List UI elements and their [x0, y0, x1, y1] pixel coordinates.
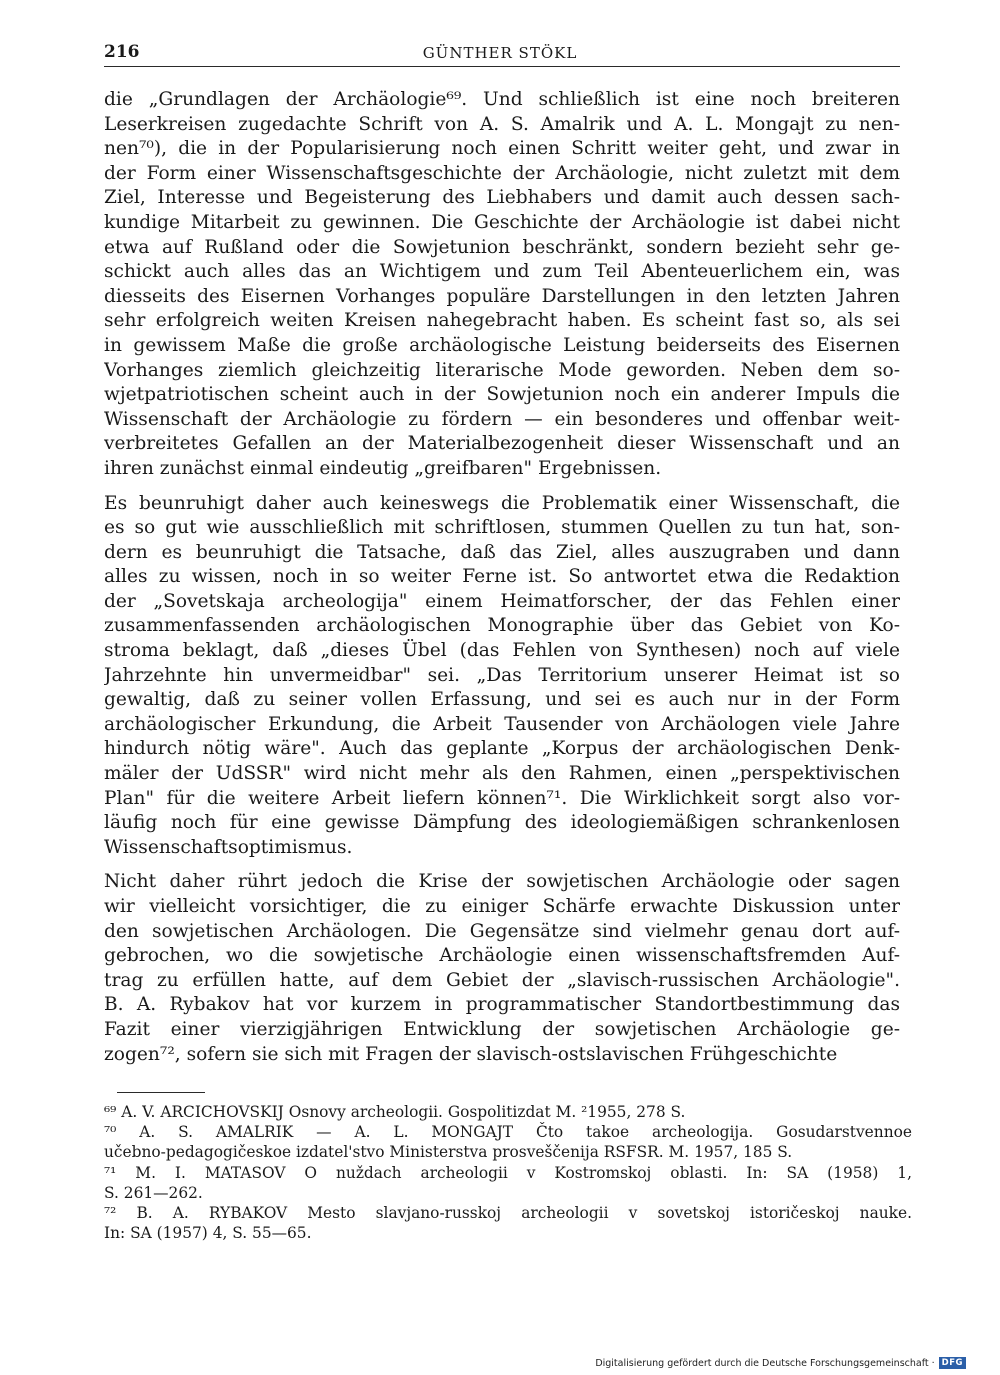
footnote-line: učebno-pedagogičeskoe izdatel'stvo Ministerstva prosveščenija RSFSR. M. 1957, 185 S. [104, 1143, 793, 1162]
footnote-line: S. 261—262. [104, 1183, 203, 1202]
text-line: läufig noch für eine gewisse Dämpfung des ideologiemäßigen schrankenlosen [104, 812, 900, 834]
text-line: Wissenschaftsoptimismus. [104, 836, 353, 858]
text-line: mäler der UdSSR" wird nicht mehr als den Rahmen, einen „perspektivischen [104, 763, 900, 785]
text-line: wjetpatriotischen scheint auch in der Sowjetunion noch ein anderer Impuls die [104, 384, 900, 406]
footnote-line: In: SA (1957) 4, S. 55—65. [104, 1224, 312, 1243]
text-line: hindurch nötig wäre". Auch das geplante „Korpus der archäologischen Denk- [104, 738, 900, 760]
footnote-line: ⁷⁰ A. S. AMALRIK — A. L. MONGAJT Čto takoe archeologija. Gosudarstvennoe [104, 1123, 912, 1142]
text-line: etwa auf Rußland oder die Sowjetunion beschränkt, sondern bezieht sehr ge- [104, 236, 900, 258]
text-line: Es beunruhigt daher auch keineswegs die Problematik einer Wissenschaft, die [104, 492, 900, 514]
text-line: gebrochen, wo die sowjetische Archäologie einen wissenschaftsfremden Auf- [104, 945, 900, 967]
footnote-line: ⁶⁹ A. V. ARCICHOVSKIJ Osnovy archeologii. Gospolitizdat M. ²1955, 278 S. [104, 1103, 686, 1121]
paragraph [104, 492, 900, 861]
text-line: den sowjetischen Archäologen. Die Gegensätze sind vielmehr genau dort auf- [104, 920, 900, 942]
text-line: schickt auch alles das an Wichtigem und zum Teil Abenteuerlichem ein, was [104, 261, 900, 283]
text-line: verbreitetes Gefallen an der Materialbezogenheit dieser Wissenschaft und an [104, 433, 900, 455]
dfg-logo-icon: DFG [939, 1357, 966, 1369]
text-line: trag zu erfüllen hatte, auf dem Gebiet der „slavisch-russischen Archäologie". [104, 969, 900, 991]
text-line: Plan" für die weitere Arbeit liefern können⁷¹. Die Wirklichkeit sorgt also vor- [104, 787, 900, 809]
text-line: es so gut wie ausschließlich mit schriftlosen, stummen Quellen zu tun hat, son- [104, 517, 900, 539]
text-line: kundige Mitarbeit zu gewinnen. Die Geschichte der Archäologie ist dabei nicht [104, 211, 900, 233]
text-line: sehr erfolgreich weiten Kreisen nahegebracht haben. Es scheint fast so, als sei [104, 310, 900, 332]
text-line: diesseits des Eisernen Vorhanges populäre Darstellungen in den letzten Jahren [104, 285, 900, 307]
text-line: der Form einer Wissenschaftsgeschichte der Archäologie, nicht zuletzt mit dem [104, 162, 900, 184]
text-line: ihren zunächst einmal eindeutig „greifbaren" Ergebnissen. [104, 457, 662, 479]
digitization-credit [595, 1357, 966, 1369]
text-line: Leserkreisen zugedachte Schrift von A. S. Amalrik und A. L. Mongajt zu nen- [104, 113, 900, 135]
text-line: stroma beklagt, daß „dieses Übel (das Fehlen von Synthesen) noch auf viele [104, 640, 900, 662]
text-line: gewaltig, daß zu seiner vollen Erfassung, und sei es auch nur in der Form [104, 689, 900, 711]
text-line: zogen⁷², sofern sie sich mit Fragen der slavisch-ostslavischen Frühgeschichte [104, 1043, 838, 1065]
text-line: Jahrzehnte hin unvermeidbar" sei. „Das Territorium unserer Heimat ist so [104, 664, 900, 686]
text-line: alles zu wissen, noch in so weiter Ferne ist. So antwortet etwa die Redaktion [104, 566, 900, 588]
text-line: archäologischer Erkundung, die Arbeit Tausender von Archäologen viele Jahre [104, 713, 900, 735]
body-text [104, 88, 900, 1067]
text-line: Fazit einer vierzigjährigen Entwicklung der sowjetischen Archäologie ge- [104, 1018, 900, 1040]
footnotes [104, 1102, 912, 1243]
header-rule [104, 66, 900, 67]
text-line: die „Grundlagen der Archäologie⁶⁹. Und schließlich ist eine noch breiteren [104, 89, 900, 110]
paragraph [104, 870, 900, 1067]
text-line: Ziel, Interesse und Begeisterung des Liebhabers und damit auch dessen sach- [104, 187, 900, 209]
text-line: Wissenschaft der Archäologie zu fördern — ein besonderes und offenbar weit- [104, 408, 900, 430]
text-line: wir vielleicht vorsichtiger, die zu einiger Schärfe erwachte Diskussion unter [104, 896, 900, 917]
footnote-line: ⁷² B. A. RYBAKOV Mesto slavjano-russkoj archeologii v sovetskoj istoričeskoj nauke. [104, 1203, 912, 1222]
page-number: 216 [104, 42, 140, 62]
paragraph [104, 88, 900, 482]
text-line: B. A. Rybakov hat vor kurzem in programmatischer Standortbestimmung das [104, 994, 900, 1016]
text-line: Nicht daher rührt jedoch die Krise der sowjetischen Archäologie oder sagen [104, 871, 900, 893]
footnote-rule [117, 1092, 205, 1093]
text-line: in gewissem Maße die große archäologische Leistung beiderseits des Eisernen [104, 334, 900, 356]
text-line: zusammenfassenden archäologischen Monographie über das Gebiet von Ko- [104, 615, 900, 637]
running-head: GÜNTHER STÖKL [422, 44, 578, 62]
footnote-line: ⁷¹ M. I. MATASOV O nuždach archeologii v Kostromskoj oblasti. In: SA (1958) 1, [104, 1163, 912, 1182]
text-line: dern es beunruhigt die Tatsache, daß das Ziel, alles auszugraben und dann [104, 541, 900, 563]
text-line: nen⁷⁰), die in der Popularisierung noch einen Schritt weiter geht, und zwar in [104, 138, 900, 160]
text-line: der „Sovetskaja archeologija" einem Heimatforscher, der das Fehlen einer [104, 590, 900, 612]
text-line: Vorhanges ziemlich gleichzeitig literarische Mode geworden. Neben dem so- [104, 359, 900, 381]
digitization-credit-text: Digitalisierung gefördert durch die Deutsche Forschungsgemeinschaft · [595, 1357, 935, 1369]
